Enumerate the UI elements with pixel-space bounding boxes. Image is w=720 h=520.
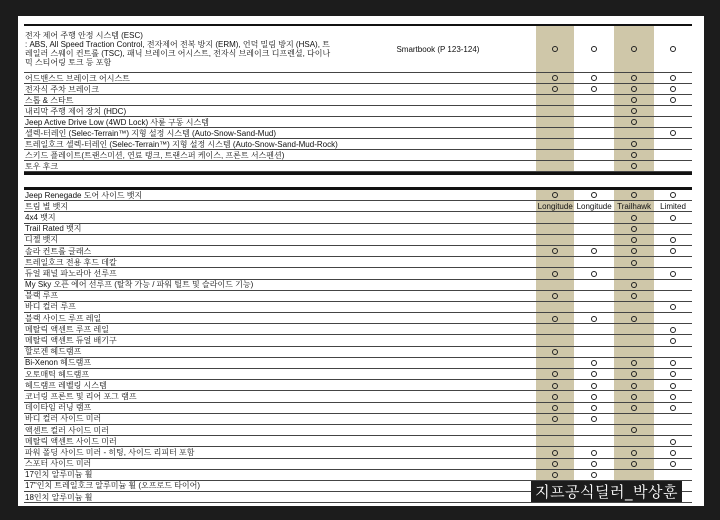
trim-cell-1 — [536, 470, 574, 479]
availability-mark — [552, 271, 558, 277]
feature-label: 17"인치 트레일호크 알루미늄 휠 (오프로드 타이어) — [25, 481, 201, 491]
trim-cell-2 — [574, 403, 614, 412]
feature-label: 전자식 주차 브레이크 — [25, 84, 99, 94]
feature-label: 헤드램프 레벨링 시스템 — [25, 380, 107, 390]
table-row — [24, 313, 692, 324]
feature-label: 블랙 사이드 루프 레일 — [25, 313, 102, 323]
table-row — [24, 459, 692, 470]
feature-label: 디젤 뱃지 — [25, 235, 59, 245]
availability-mark — [670, 394, 676, 400]
trim-cell-3 — [614, 258, 654, 267]
feature-label: 스포터 사이드 미러 — [25, 459, 92, 469]
availability-mark — [552, 75, 558, 81]
availability-mark — [631, 260, 637, 266]
feature-label: 4x4 뱃지 — [25, 212, 56, 222]
availability-mark — [631, 226, 637, 232]
trim-cell-4 — [654, 191, 692, 200]
trim-cell-3 — [614, 280, 654, 289]
table-row — [24, 436, 692, 447]
availability-mark — [631, 192, 637, 198]
availability-mark — [591, 271, 597, 277]
table-row — [24, 139, 692, 150]
feature-label: 트림 별 뱃지 — [25, 201, 69, 211]
availability-mark — [591, 383, 597, 389]
trim-cell-3 — [614, 291, 654, 300]
trim-cell-3 — [614, 118, 654, 127]
trim-cell-1 — [536, 370, 574, 379]
availability-mark — [631, 405, 637, 411]
table-row — [24, 246, 692, 257]
availability-mark — [552, 383, 558, 389]
availability-mark — [631, 46, 637, 52]
trim-cell-3 — [614, 235, 654, 244]
availability-mark — [552, 248, 558, 254]
availability-mark — [591, 472, 597, 478]
availability-mark — [670, 405, 676, 411]
trim-cell-4 — [654, 269, 692, 278]
availability-mark — [552, 293, 558, 299]
feature-label: 트레일호크 셀렉-터레인 (Selec-Terrain™) 지형 설정 시스템 (Auto-Snow-Sand-Mud-Rock) — [25, 139, 338, 149]
availability-mark — [631, 108, 637, 114]
availability-mark — [631, 450, 637, 456]
availability-mark — [552, 461, 558, 467]
feature-label: 메탈릭 액센트 루프 레일 — [25, 324, 109, 334]
trim-name: Trailhawk — [617, 201, 652, 211]
table-row — [24, 369, 692, 380]
trim-cell-3 — [614, 107, 654, 116]
trim-cell-3 — [614, 85, 654, 94]
feature-label: 바디 컬러 루프 — [25, 302, 76, 312]
feature-label: 트레일호크 전용 후드 데칼 — [25, 257, 117, 267]
table-row — [24, 224, 692, 235]
availability-mark — [670, 237, 676, 243]
trim-cell-3 — [614, 426, 654, 435]
trim-cell-1 — [536, 459, 574, 468]
table-row — [24, 190, 692, 201]
trim-cell-4 — [654, 45, 692, 54]
table-row — [24, 347, 692, 358]
table-row — [24, 201, 692, 212]
trim-cell-1 — [536, 403, 574, 412]
section-gap — [24, 175, 692, 187]
trim-cell-3 — [614, 392, 654, 401]
availability-mark — [670, 130, 676, 136]
availability-mark — [631, 293, 637, 299]
feature-label: 어드밴스드 브레이크 어시스트 — [25, 73, 130, 83]
availability-mark — [591, 405, 597, 411]
trim-cell-4 — [654, 381, 692, 390]
feature-label: 바디 컬러 사이드 미러 — [25, 414, 102, 424]
trim-cell-3 — [614, 358, 654, 367]
spec-table — [24, 24, 692, 503]
availability-mark — [591, 461, 597, 467]
table-row — [24, 425, 692, 436]
document-page — [18, 16, 704, 506]
trim-cell-1 — [536, 85, 574, 94]
safety-section — [24, 26, 692, 172]
trim-cell-1 — [536, 392, 574, 401]
feature-label: 18인치 알루미늄 휠 — [25, 492, 93, 502]
table-row — [24, 391, 692, 402]
trim-cell-3 — [614, 151, 654, 160]
trim-cell-2 — [574, 202, 614, 211]
feature-label: 메탈릭 액센트 듀얼 배기구 — [25, 336, 117, 346]
trim-cell-3 — [614, 213, 654, 222]
trim-cell-3 — [614, 140, 654, 149]
table-row — [24, 447, 692, 458]
availability-mark — [670, 75, 676, 81]
availability-mark — [591, 86, 597, 92]
availability-mark — [591, 192, 597, 198]
table-row — [24, 257, 692, 268]
trim-cell-2 — [574, 45, 614, 54]
availability-mark — [591, 371, 597, 377]
watermark: 지프공식딜러_박상훈 — [531, 481, 682, 502]
trim-cell-2 — [574, 414, 614, 423]
trim-cell-2 — [574, 370, 614, 379]
availability-mark — [670, 192, 676, 198]
feature-label: 내리막 주행 제어 장치 (HDC) — [25, 106, 127, 116]
availability-mark — [552, 192, 558, 198]
table-row — [24, 291, 692, 302]
trim-cell-3 — [614, 247, 654, 256]
feature-label: 셀렉-터레인 (Selec-Terrain™) 지형 설정 시스템 (Auto-Snow-Sand-Mud) — [25, 128, 277, 138]
table-row — [24, 150, 692, 161]
table-row — [24, 403, 692, 414]
availability-mark — [631, 75, 637, 81]
availability-mark — [631, 316, 637, 322]
trim-cell-1 — [536, 291, 574, 300]
availability-mark — [591, 75, 597, 81]
trim-cell-2 — [574, 191, 614, 200]
feature-label: 할로겐 헤드램프 — [25, 347, 82, 357]
feature-label: 토우 후크 — [25, 161, 59, 171]
feature-label: 데이타임 러닝 램프 — [25, 403, 92, 413]
trim-cell-3 — [614, 370, 654, 379]
trim-cell-1 — [536, 247, 574, 256]
trim-cell-1 — [536, 448, 574, 457]
trim-cell-1 — [536, 269, 574, 278]
table-row — [24, 106, 692, 117]
feature-label: My Sky 오픈 에어 선루프 (탈착 가능 / 파워 틸트 및 슬라이드 기능) — [25, 280, 254, 290]
trim-cell-2 — [574, 381, 614, 390]
trim-name: Limited — [660, 201, 686, 211]
trim-cell-3 — [614, 74, 654, 83]
availability-mark — [591, 316, 597, 322]
trim-cell-1 — [536, 381, 574, 390]
availability-mark — [631, 163, 637, 169]
trim-cell-4 — [654, 96, 692, 105]
availability-mark — [670, 97, 676, 103]
trim-cell-2 — [574, 448, 614, 457]
availability-mark — [552, 450, 558, 456]
trim-cell-4 — [654, 448, 692, 457]
feature-label: Trail Rated 뱃지 — [25, 224, 82, 234]
availability-mark — [631, 152, 637, 158]
availability-mark — [631, 282, 637, 288]
availability-mark — [670, 450, 676, 456]
availability-mark — [631, 86, 637, 92]
table-row — [24, 73, 692, 84]
trim-cell-4 — [654, 403, 692, 412]
feature-label: 액센트 컬러 사이드 미러 — [25, 425, 109, 435]
trim-cell-4 — [654, 213, 692, 222]
availability-mark — [631, 119, 637, 125]
feature-label: 코너링 프론트 및 리어 포그 램프 — [25, 391, 137, 401]
trim-cell-2 — [574, 85, 614, 94]
availability-mark — [631, 394, 637, 400]
trim-cell-3 — [614, 448, 654, 457]
table-row — [24, 414, 692, 425]
exterior-section — [24, 190, 692, 503]
trim-cell-2 — [574, 470, 614, 479]
availability-mark — [631, 237, 637, 243]
availability-mark — [670, 271, 676, 277]
trim-cell-2 — [574, 459, 614, 468]
availability-mark — [591, 416, 597, 422]
trim-cell-4 — [654, 235, 692, 244]
trim-cell-4 — [654, 437, 692, 446]
availability-mark — [552, 371, 558, 377]
trim-cell-4 — [654, 358, 692, 367]
availability-mark — [552, 416, 558, 422]
availability-mark — [670, 86, 676, 92]
table-row — [24, 161, 692, 172]
table-row — [24, 324, 692, 335]
table-row — [24, 235, 692, 246]
trim-cell-3 — [614, 381, 654, 390]
availability-mark — [670, 338, 676, 344]
table-row — [24, 26, 692, 73]
trim-cell-4 — [654, 392, 692, 401]
availability-mark — [552, 86, 558, 92]
table-row — [24, 128, 692, 139]
table-row — [24, 84, 692, 95]
availability-mark — [670, 327, 676, 333]
trim-cell-1 — [536, 45, 574, 54]
availability-mark — [670, 46, 676, 52]
trim-cell-4 — [654, 85, 692, 94]
trim-cell-3 — [614, 162, 654, 171]
availability-mark — [670, 360, 676, 366]
availability-mark — [591, 450, 597, 456]
availability-mark — [631, 427, 637, 433]
availability-mark — [591, 360, 597, 366]
trim-name: Longitude — [576, 201, 612, 211]
trim-name: Longitude — [537, 201, 573, 211]
table-row — [24, 470, 692, 481]
feature-label: 파워 폴딩 사이드 미러 - 히팅, 사이드 리피터 포함 — [25, 447, 195, 457]
trim-cell-3 — [614, 191, 654, 200]
availability-mark — [670, 439, 676, 445]
availability-mark — [631, 383, 637, 389]
table-row — [24, 335, 692, 346]
trim-cell-4 — [654, 325, 692, 334]
trim-cell-4 — [654, 247, 692, 256]
availability-mark — [670, 461, 676, 467]
availability-mark — [552, 349, 558, 355]
availability-mark — [552, 472, 558, 478]
reference-note: Smartbook (P 123-124) — [396, 44, 480, 54]
availability-mark — [591, 248, 597, 254]
availability-mark — [670, 371, 676, 377]
trim-cell-4 — [654, 370, 692, 379]
availability-mark — [631, 360, 637, 366]
feature-label: Bi-Xenon 헤드램프 — [25, 358, 92, 368]
availability-mark — [591, 394, 597, 400]
availability-mark — [631, 141, 637, 147]
trim-cell-4 — [654, 129, 692, 138]
trim-cell-3 — [614, 202, 654, 211]
trim-cell-1 — [536, 347, 574, 356]
feature-label: 스톱 & 스타트 — [25, 95, 74, 105]
table-row — [24, 302, 692, 313]
availability-mark — [631, 97, 637, 103]
feature-label: 듀얼 패널 파노라마 선루프 — [25, 268, 117, 278]
table-row — [24, 268, 692, 279]
table-row — [24, 117, 692, 128]
feature-label: 오토매틱 헤드램프 — [25, 369, 90, 379]
availability-mark — [552, 316, 558, 322]
availability-mark — [631, 461, 637, 467]
feature-label: Jeep Renegade 도어 사이드 뱃지 — [25, 190, 143, 200]
availability-mark — [670, 248, 676, 254]
trim-cell-1 — [536, 202, 574, 211]
trim-cell-3 — [614, 224, 654, 233]
trim-cell-4 — [654, 336, 692, 345]
trim-cell-3 — [614, 45, 654, 54]
table-row — [24, 380, 692, 391]
feature-label: 스키드 플레이트(트랜스미션, 연료 탱크, 트랜스퍼 케이스, 프론트 서스펜션) — [25, 150, 285, 160]
availability-mark — [591, 46, 597, 52]
availability-mark — [631, 215, 637, 221]
trim-cell-1 — [536, 314, 574, 323]
availability-mark — [631, 248, 637, 254]
feature-label: Jeep Active Drive Low (4WD Lock) 사륜 구동 시스템 — [25, 117, 209, 127]
trim-cell-1 — [536, 414, 574, 423]
trim-cell-1 — [536, 191, 574, 200]
table-row — [24, 95, 692, 106]
trim-cell-3 — [614, 314, 654, 323]
availability-mark — [670, 304, 676, 310]
trim-cell-4 — [654, 202, 692, 211]
trim-cell-2 — [574, 314, 614, 323]
availability-mark — [631, 371, 637, 377]
availability-mark — [670, 383, 676, 389]
availability-mark — [552, 46, 558, 52]
trim-cell-1 — [536, 74, 574, 83]
trim-cell-2 — [574, 392, 614, 401]
trim-cell-2 — [574, 74, 614, 83]
feature-label: 메탈릭 액센트 사이드 미러 — [25, 436, 117, 446]
feature-label: 솔라 컨트롤 글래스 — [25, 246, 92, 256]
trim-cell-3 — [614, 403, 654, 412]
table-row — [24, 358, 692, 369]
feature-label: 전자 제어 주행 안정 시스템 (ESC) : ABS, All Speed Traction Control, 전자제어 전복 방지 (ERM), 언덕 밀림 방지 (HSA), 트 레일러 스웨이 컨트롤 (TSC), 패닉 브레이크 어시스트, 전자식 브레이크 디프렌셜, 다이나 믹 스티어링 토크 등 포함 — [25, 31, 331, 67]
trim-cell-2 — [574, 247, 614, 256]
availability-mark — [552, 405, 558, 411]
table-row — [24, 280, 692, 291]
trim-cell-4 — [654, 302, 692, 311]
trim-cell-3 — [614, 459, 654, 468]
table-row — [24, 212, 692, 223]
feature-label: 17인치 알루미늄 휠 — [25, 470, 93, 480]
trim-cell-4 — [654, 74, 692, 83]
trim-cell-4 — [654, 459, 692, 468]
availability-mark — [670, 215, 676, 221]
trim-cell-2 — [574, 269, 614, 278]
trim-cell-3 — [614, 96, 654, 105]
trim-cell-2 — [574, 358, 614, 367]
feature-label: 블랙 루프 — [25, 291, 59, 301]
availability-mark — [552, 394, 558, 400]
